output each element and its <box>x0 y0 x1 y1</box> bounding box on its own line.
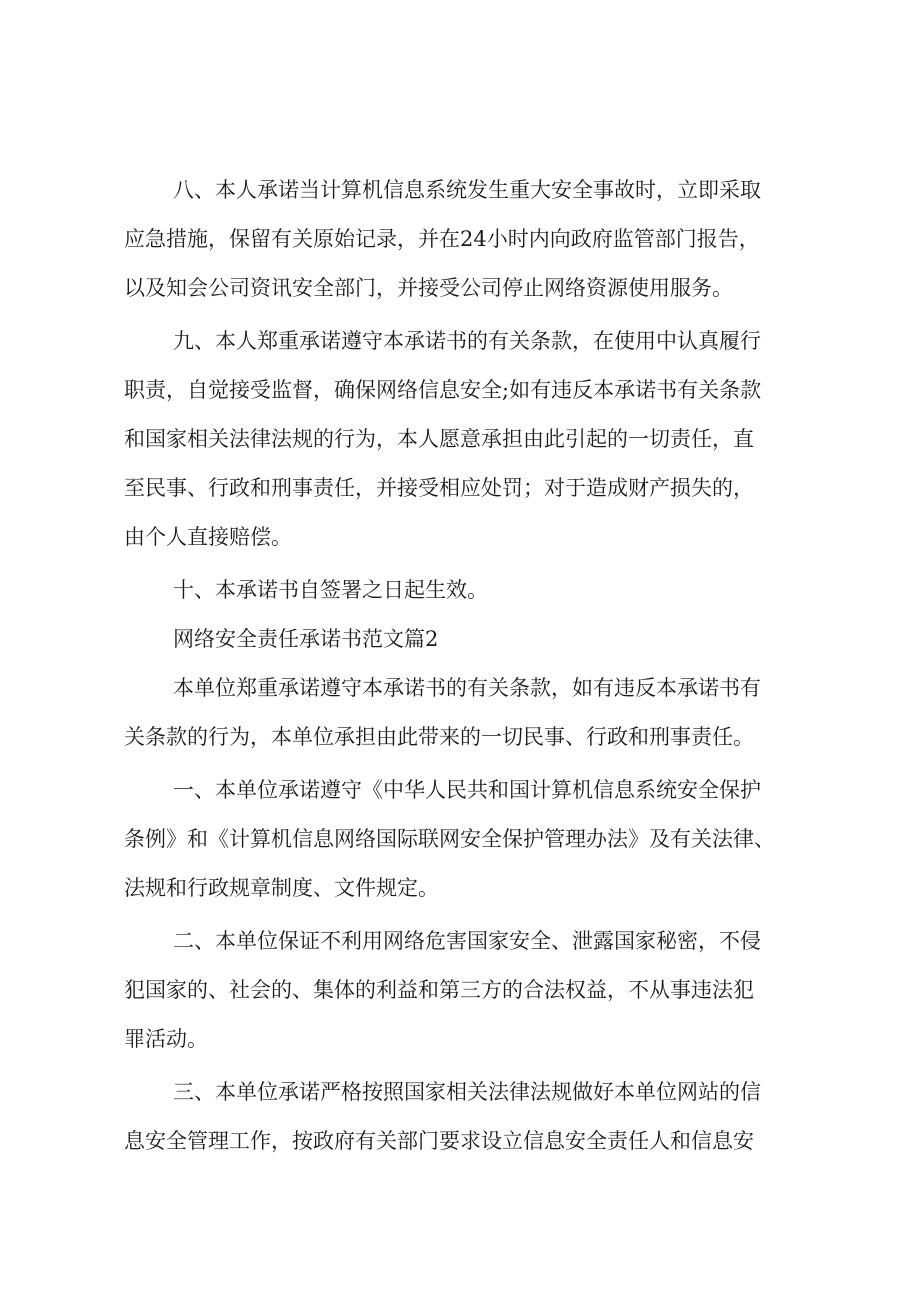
paragraph-item-1 <box>124 766 824 913</box>
paragraph-item-10 <box>124 566 824 615</box>
paragraph-item-2 <box>124 917 824 1064</box>
document-body <box>124 166 824 1166</box>
text-line: 本单位郑重承诺遵守本承诺书的有关条款，如有违反本承诺书有 <box>173 676 761 700</box>
text-line: 关条款的行为，本单位承担由此带来的一切民事、行政和刑事责任。 <box>124 725 754 749</box>
text-line: 和国家相关法律法规的行为，本人愿意承担由此引起的一切责任，直 <box>124 427 754 451</box>
text-line: 以及知会公司资讯安全部门，并接受公司停止网络资源使用服务。 <box>124 276 733 300</box>
text-line: 应急措施，保留有关原始记录，并在24小时内向政府监管部门报告， <box>124 227 760 251</box>
text-line: 法规和行政规章制度、文件规定。 <box>124 876 439 900</box>
text-line: 三、本单位承诺严格按照国家相关法律法规做好本单位网站的信 <box>173 1080 761 1104</box>
text-line: 罪活动。 <box>124 1027 208 1051</box>
paragraph-item-8 <box>124 166 824 313</box>
text-line: 由个人直接赔偿。 <box>124 525 292 549</box>
paragraph-item-3 <box>124 1068 824 1166</box>
text-line: 八、本人承诺当计算机信息系统发生重大安全事故时，立即采取 <box>173 178 761 202</box>
section-title <box>124 615 824 664</box>
text-line: 一、本单位承诺遵守《中华人民共和国计算机信息系统安全保护 <box>173 778 761 802</box>
text-line: 职责，自觉接受监督，确保网络信息安全;如有违反本承诺书有关条款 <box>124 378 762 402</box>
text-line: 二、本单位保证不利用网络危害国家安全、泄露国家秘密，不侵 <box>173 929 761 953</box>
text-line: 十、本承诺书自签署之日起生效。 <box>173 578 488 602</box>
paragraph-item-9 <box>124 317 824 562</box>
paragraph-intro <box>124 664 824 762</box>
text-line: 犯国家的、社会的、集体的利益和第三方的合法权益，不从事违法犯 <box>124 978 754 1002</box>
text-line: 至民事、行政和刑事责任，并接受相应处罚；对于造成财产损失的， <box>124 476 754 500</box>
text-line: 息安全管理工作，按政府有关部门要求设立信息安全责任人和信息安 <box>124 1129 754 1153</box>
text-line: 网络安全责任承诺书范文篇2 <box>173 627 439 651</box>
text-line: 条例》和《计算机信息网络国际联网安全保护管理办法》及有关法律、 <box>124 827 775 851</box>
text-line: 九、本人郑重承诺遵守本承诺书的有关条款，在使用中认真履行 <box>173 329 761 353</box>
